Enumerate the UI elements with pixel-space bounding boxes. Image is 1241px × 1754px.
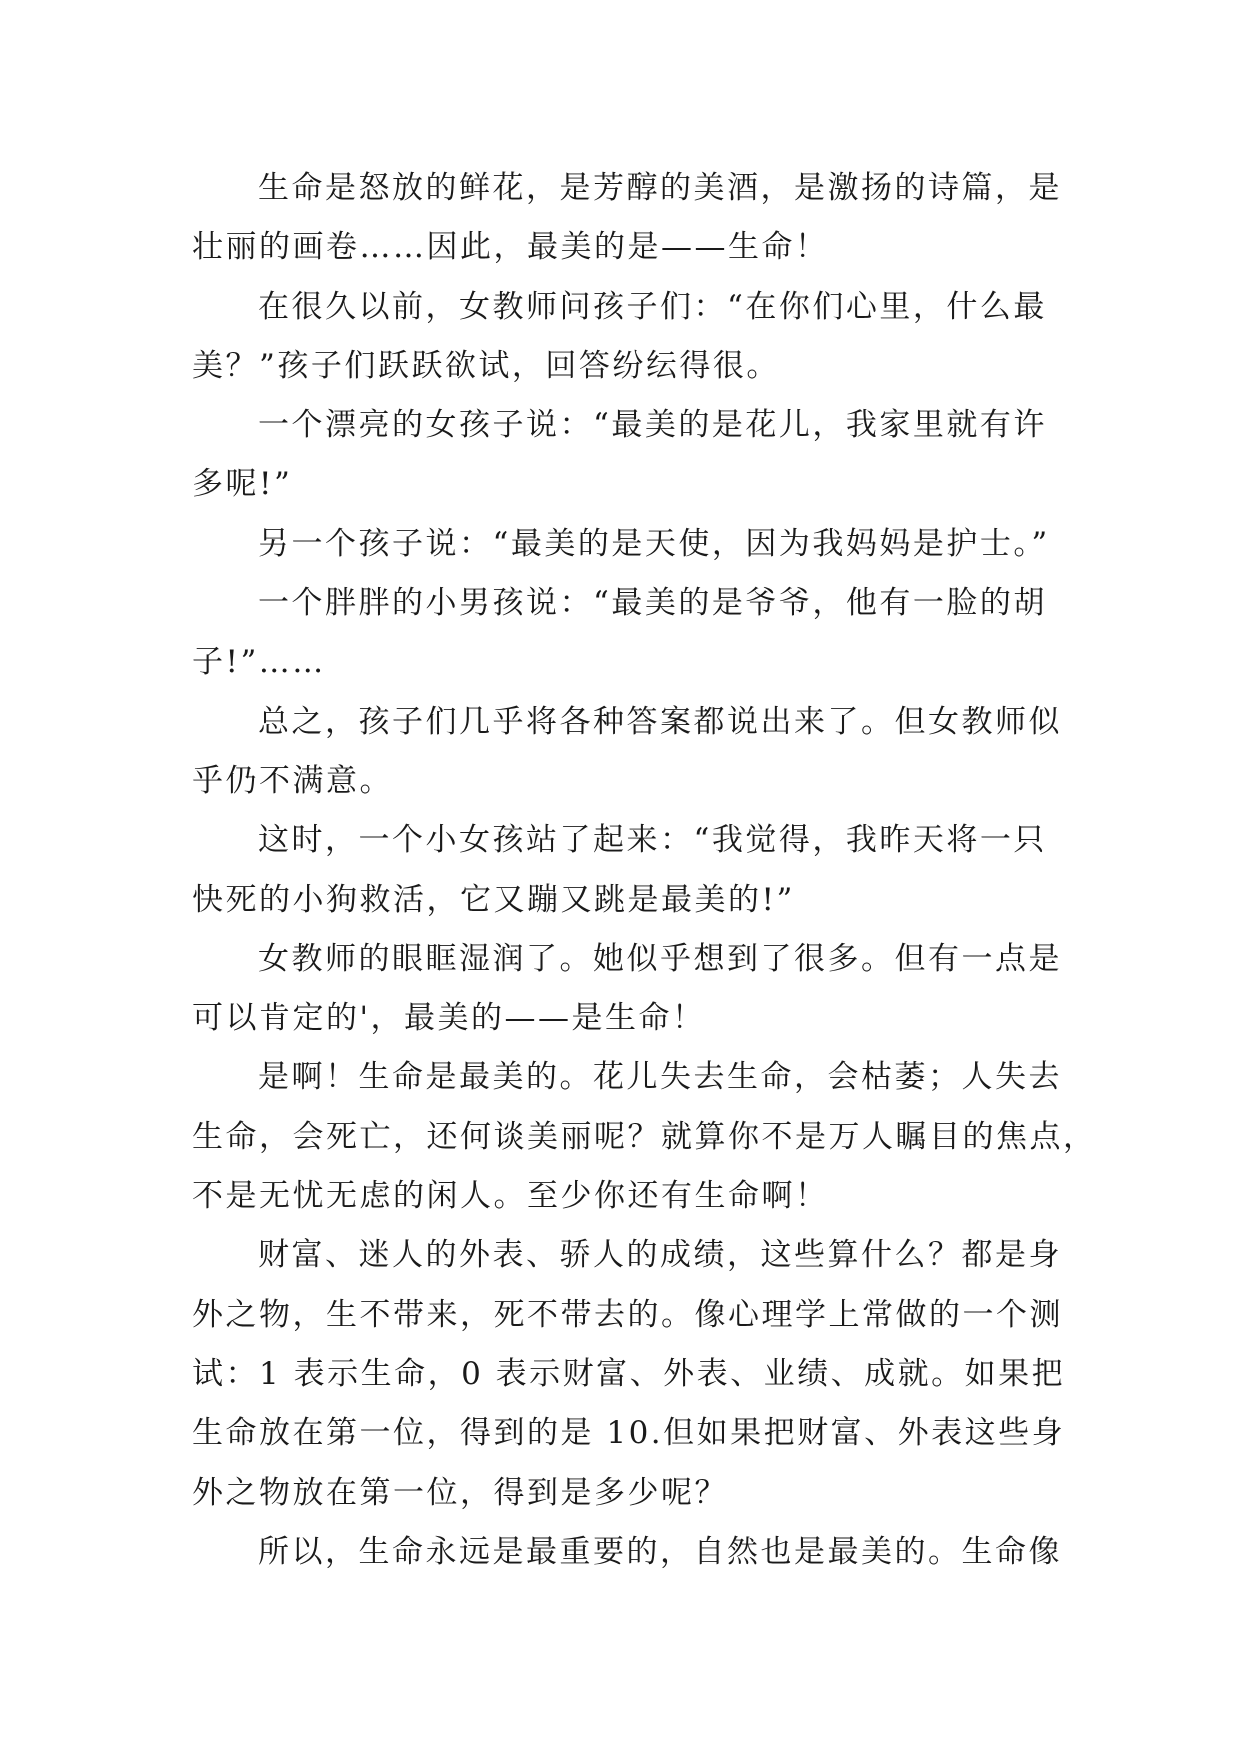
text-line: 所以，生命永远是最重要的，自然也是最美的。生命像 — [258, 1533, 1062, 1570]
body-text — [192, 159, 1097, 1582]
text-line: 另一个孩子说：“最美的是天使，因为我妈妈是护士。” — [258, 525, 1050, 562]
text-line: 不是无忧无虑的闲人。至少你还有生命啊！ — [192, 1178, 829, 1215]
text-line: 壮丽的画卷……因此，最美的是——生命！ — [192, 229, 829, 266]
text-line: 可以肯定的'，最美的——是生命！ — [192, 1000, 706, 1037]
text-line: 外之物，生不带来，死不带去的。像心理学上常做的一个测 — [192, 1296, 1063, 1333]
text-line: 外之物放在第一位，得到是多少呢？ — [192, 1474, 728, 1511]
text-line: 生命放在第一位，得到的是 10.但如果把财富、外表这些身 — [192, 1415, 1066, 1452]
text-line: 是啊！生命是最美的。花儿失去生命，会枯萎；人失去 — [258, 1059, 1062, 1096]
text-line: 子!”…… — [192, 644, 326, 681]
text-line: 生命，会死亡，还何谈美丽呢？就算你不是万人瞩目的焦点， — [192, 1118, 1097, 1155]
text-line: 在很久以前，女教师问孩子们：“在你们心里，什么最 — [258, 288, 1047, 325]
text-line: 总之，孩子们几乎将各种答案都说出来了。但女教师似 — [258, 703, 1062, 740]
text-line: 财富、迷人的外表、骄人的成绩，这些算什么？都是身 — [258, 1237, 1062, 1274]
text-line: 快死的小狗救活，它又蹦又跳是最美的!” — [192, 881, 795, 918]
text-line: 美？”孩子们跃跃欲试，回答纷纭得很。 — [192, 347, 780, 384]
text-line: 这时，一个小女孩站了起来：“我觉得，我昨天将一只 — [258, 822, 1047, 859]
text-line: 一个胖胖的小男孩说：“最美的是爷爷，他有一脸的胡 — [258, 585, 1047, 622]
text-line: 一个漂亮的女孩子说：“最美的是花儿，我家里就有许 — [258, 407, 1047, 444]
text-line: 生命是怒放的鲜花，是芳醇的美酒，是激扬的诗篇，是 — [258, 170, 1062, 206]
text-line: 乎仍不满意。 — [192, 762, 393, 799]
text-line: 试：1 表示生命，0 表示财富、外表、业绩、成就。如果把 — [192, 1355, 1066, 1392]
text-line: 多呢!” — [192, 466, 293, 503]
text-line: 女教师的眼眶湿润了。她似乎想到了很多。但有一点是 — [258, 940, 1062, 977]
